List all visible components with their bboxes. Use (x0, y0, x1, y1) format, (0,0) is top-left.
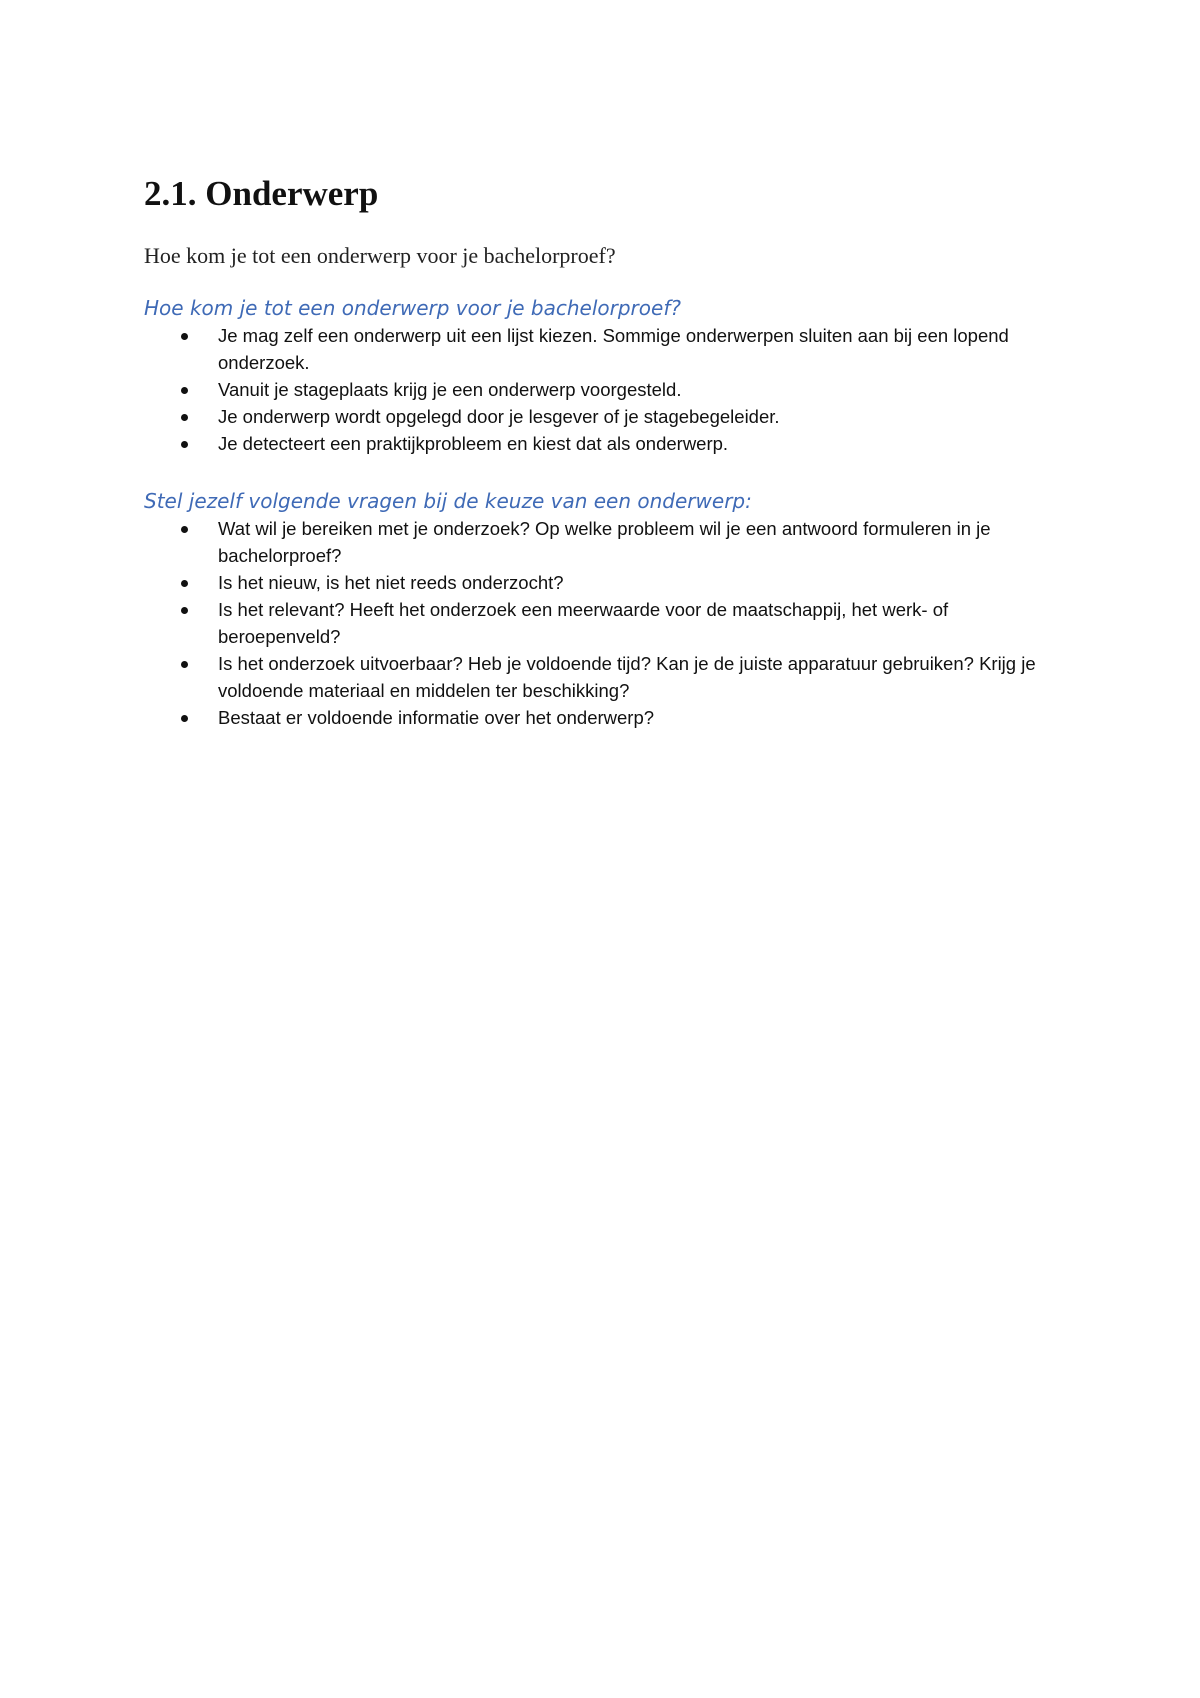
list-item (144, 569, 1064, 596)
list-item-text: Je onderwerp wordt opgelegd door je lesgever of je stagebegeleider. (218, 406, 780, 427)
bullet-icon (181, 441, 188, 448)
list-item (144, 515, 1064, 569)
page-content (144, 172, 1064, 731)
bullet-icon (181, 661, 188, 668)
bullet-icon (181, 333, 188, 340)
bullet-icon (181, 526, 188, 533)
section-heading: 2.1. Onderwerp (144, 174, 379, 213)
subheading-questions: Stel jezelf volgende vragen bij de keuze van een onderwerp: (144, 489, 752, 513)
subheading-how-to-get-topic: Hoe kom je tot een onderwerp voor je bachelorproef? (144, 296, 681, 320)
list-item (144, 596, 1064, 650)
bullet-icon (181, 715, 188, 722)
list-item (144, 322, 1064, 376)
bullet-icon (181, 580, 188, 587)
list-item-text: Is het relevant? Heeft het onderzoek een meerwaarde voor de maatschappij, het werk- of beroepenveld? (218, 599, 949, 647)
bullet-icon (181, 387, 188, 394)
list-item (144, 376, 1064, 403)
list-item-text: Bestaat er voldoende informatie over het onderwerp? (218, 707, 655, 728)
topic-questions-list (144, 515, 1064, 731)
list-item-text: Je mag zelf een onderwerp uit een lijst kiezen. Sommige onderwerpen sluiten aan bij een lopend onderzoek. (218, 325, 1009, 373)
list-item-text: Vanuit je stageplaats krijg je een onderwerp voorgesteld. (218, 379, 682, 400)
list-item-text: Wat wil je bereiken met je onderzoek? Op welke probleem wil je een antwoord formuleren in je bachelorproef? (218, 518, 991, 566)
list-item (144, 650, 1064, 704)
bullet-icon (181, 414, 188, 421)
list-item (144, 430, 1064, 457)
list-item-text: Je detecteert een praktijkprobleem en kiest dat als onderwerp. (218, 433, 729, 454)
list-item-text: Is het onderzoek uitvoerbaar? Heb je voldoende tijd? Kan je de juiste apparatuur gebruiken? Krijg je voldoende materiaal en middelen ter beschikking? (218, 653, 1036, 701)
list-item-text: Is het nieuw, is het niet reeds onderzocht? (218, 572, 564, 593)
list-item (144, 403, 1064, 430)
bullet-icon (181, 607, 188, 614)
section-intro: Hoe kom je tot een onderwerp voor je bachelorproef? (144, 243, 616, 268)
list-item (144, 704, 1064, 731)
topic-sources-list (144, 322, 1064, 457)
